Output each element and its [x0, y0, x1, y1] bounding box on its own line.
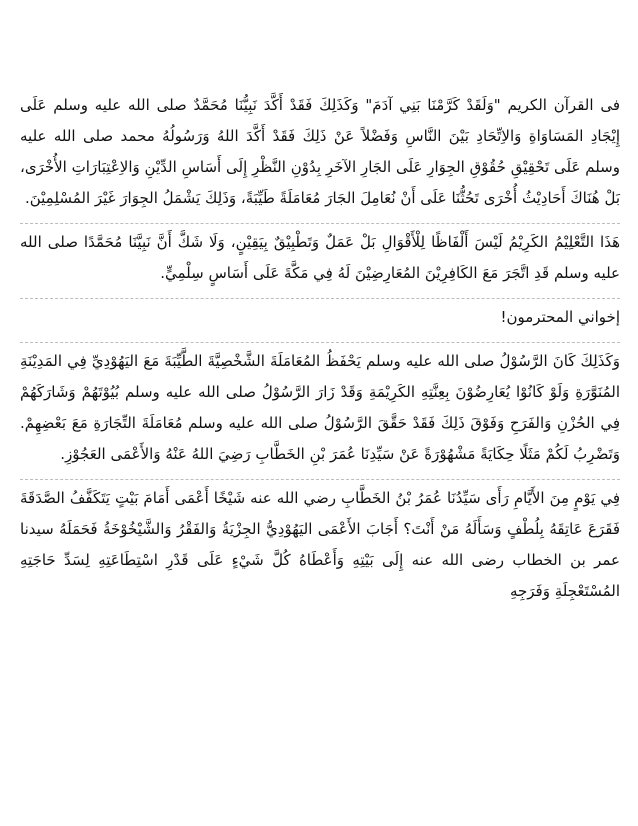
paragraph-divider [20, 217, 620, 224]
paragraph-quran-equality: فى القرآن الكريم "وَلَقَدْ كَرَّمْنَا بَنِي آدَمَ" وَكَذَلِكَ فَقَدْ أَكَّدَ نَبِيُّنَا مُحَمَّدٌ صلى الله عليه وسلم عَلَى إِيْجَادِ المَسَاوَاةِ وَالاِتِّحَادِ بَيْنَ النَّاسِ وَفَضْلاً عَنْ ذَلِكَ فَقَدْ أَكَّدَ اللهُ وَرَسُولُهُ محمد صلى الله عليه وسلم عَلَى تَحْقِيْقِ حُقُوْقِ الجِوَارِ عَلَى الجَارِ الآخَرِ بِدُوْنِ النَّظْرِ إِلَى أَسَاسِ الدِّيْنِ وَالاِعْتِبَارَاتِ الأُخْرَى، بَلْ هُنَاكَ أَحَادِيْثُ أُخْرَى تَحُثُّنَا عَلَى أَنْ نُعَامِلَ الجَارَ مُعَامَلَةً طَيِّبَةً، وَذَلِكَ يَشْمَلُ الجِوَارَ غَيْرَ المُسْلِمِيْنَ. [20, 96, 620, 207]
document-page [20, 90, 620, 607]
paragraph-divider [20, 292, 620, 299]
greeting-line: إخواني المحترمون! [500, 308, 620, 326]
paragraph-prophet-trade: هَذَا التَّعْلِيْمُ الكَرِيْمُ لَيْسَ أَلْفَاظًا لِلْأَقْوَالِ بَلْ عَمَلٌ وَتَطْبِيْقٌ بِيَقِيْنٍ، وَلَا شَكَّ أَنَّ نَبِيَّنَا مُحَمَّدًا صلى الله عليه وسلم قَدِ اتَّجَرَ مَعَ الكَافِرِيْنَ المُعَارِضِيْنَ لَهُ فِي مَكَّةَ عَلَى أَسَاسٍ سِلْمِيٍّ. [20, 233, 620, 282]
paragraph-divider [20, 473, 620, 480]
paragraph-umar-story: فِي يَوْمٍ مِنَ الأَيَّامِ رَأَى سَيِّدُنَا عُمَرُ بْنُ الخَطَّابِ رضي الله عنه شَيْخًا أَعْمَى أَمَامَ بَيْتٍ يَتَكَفَّفُ الصَّدَقَةَ فَقَرَعَ عَاتِقَهُ بِلُطْفٍ وَسَأَلَهُ مَنْ أَنْتَ؟ أَجَابَ الأَعْمَى اليَهُوْدِيُّ الجِزْيَةُ وَالفَقْرُ وَالشَّيْخُوْخَةُ فَحَمَلَهُ سيدنا عمر بن الخطاب رضى الله عنه إِلَى بَيْتِهِ وَأَعْطَاهُ كُلَّ شَيْءٍ عَلَى قَدْرِ اسْتِطَاعَتِهِ لِسَدِّ حَاجَتِهِ المُسْتَعْجِلَةِ وَفَرَجِهِ [20, 489, 620, 600]
paragraph-jewish-neighbors: وَكَذَلِكَ كَانَ الرَّسُوْلُ صلى الله عليه وسلم يَحْفَظُ المُعَامَلَةَ الشَّخْصِيَّةَ الطَّيِّبَةَ مَعَ اليَهُوْدِيِّ فِي المَدِيْنَةِ المُنَوَّرَةِ وَلَوْ كَانُوْا يُعَارِضُوْنَ بِعِنَّتِهِ الكَرِيْمَةِ وَقَدْ زَارَ الرَّسُوْلُ صلى الله عليه وسلم بُيُوْتَهُمْ وَشَارَكَهُمْ فِي الحُزْنِ وَالفَرَحِ وَفَوْقَ ذَلِكَ فَقَدْ حَقَّقَ الرَّسُوْلُ صلى الله عليه وسلم مُعَامَلَةَ التِّجَارَةِ مَعَ بَعْضِهِمْ. وَتَضْرِبُ لَكُمْ مَثَلًا حِكَايَةً مَشْهُوْرَةً عَنْ سَيِّدِنَا عُمَرَ بْنِ الخَطَّابِ رَضِيَ اللهُ عَنْهُ وَالأَعْمَى العَجُوْزِ. [20, 352, 620, 463]
paragraph-divider [20, 336, 620, 343]
